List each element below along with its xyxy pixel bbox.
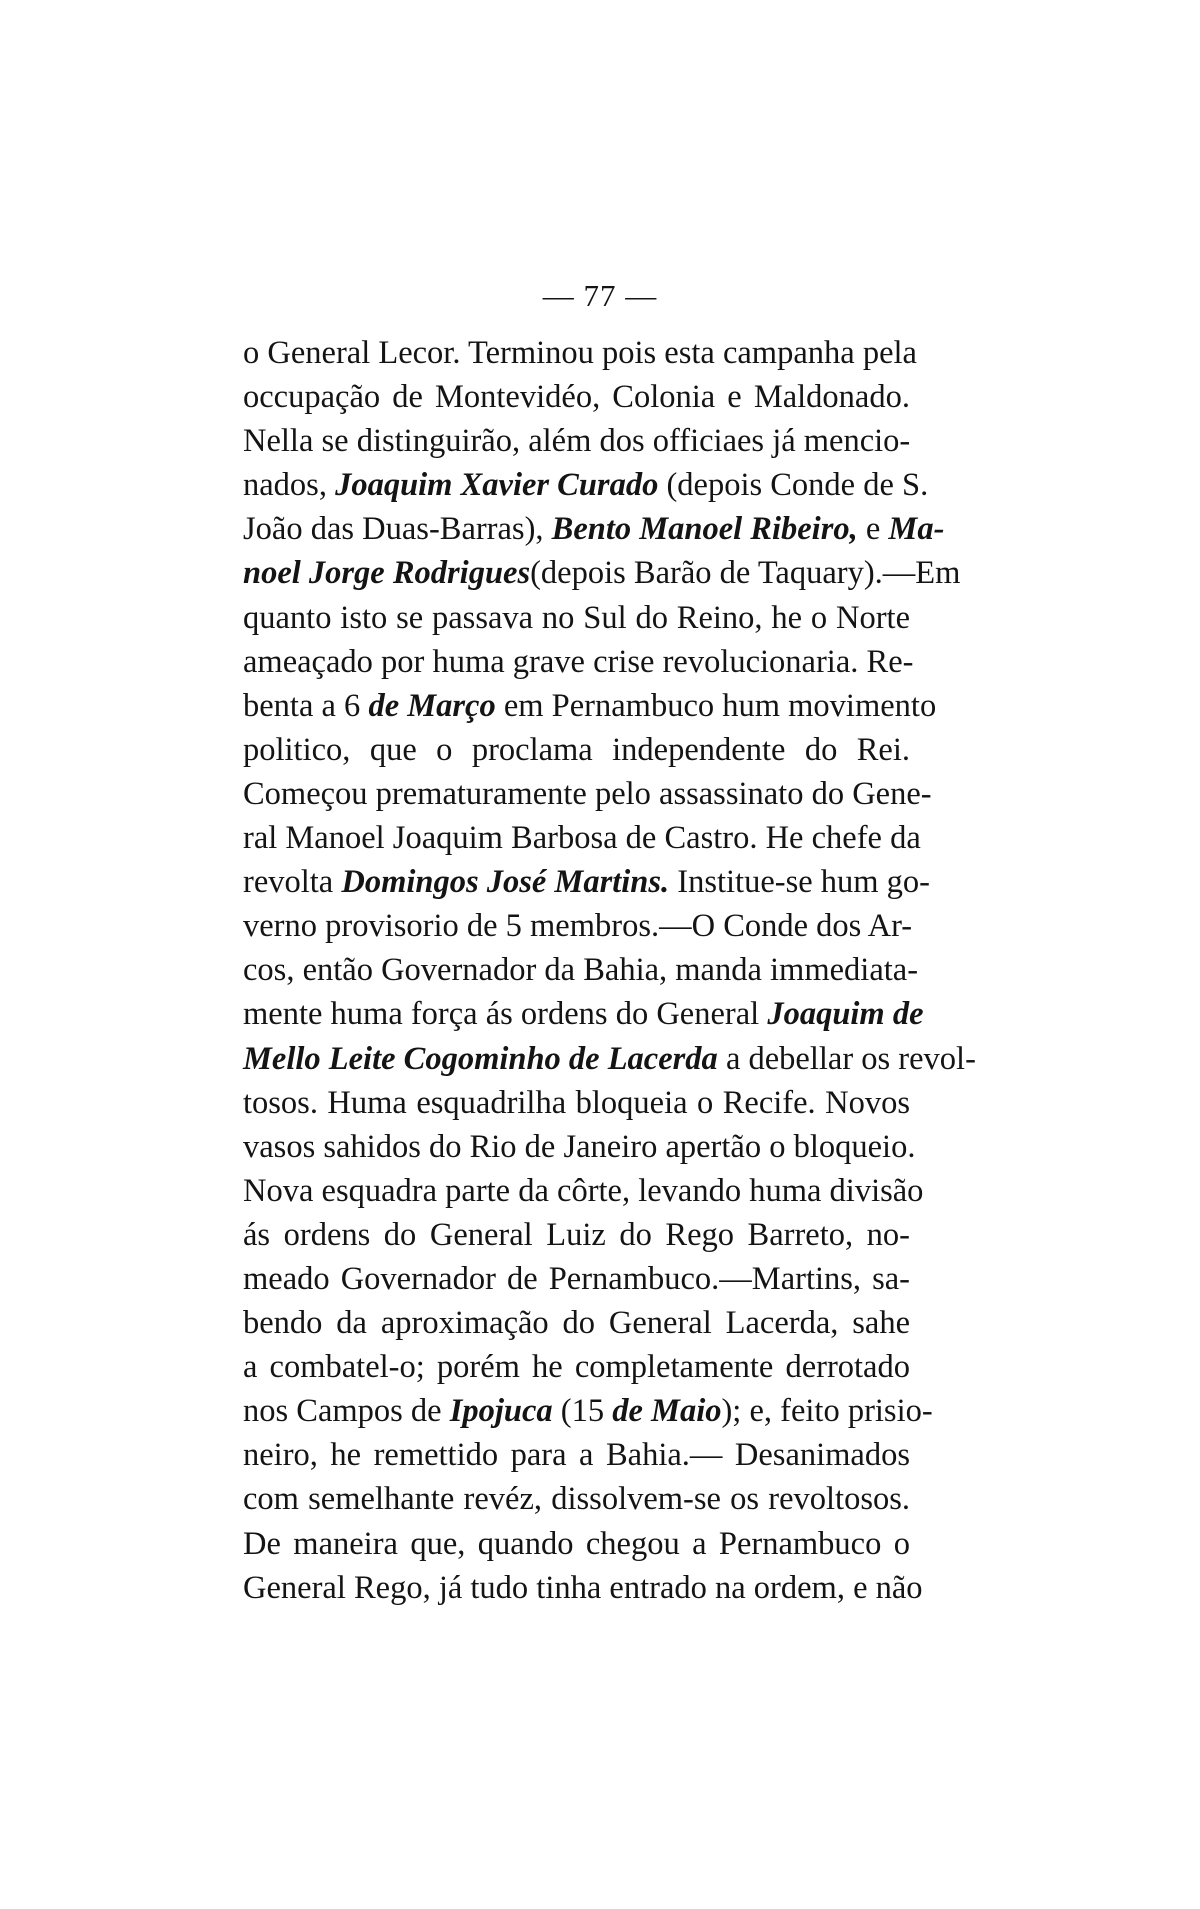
text-line <box>243 1081 910 1125</box>
italic-name-span: Ma- <box>888 511 945 548</box>
italic-name-span: de Março <box>368 687 496 724</box>
text-line <box>243 551 961 595</box>
italic-name-span: Domingos José Martins. <box>341 864 670 901</box>
text-span: tosos. Huma esquadrilha bloqueia o Recife. Novos <box>243 1084 910 1121</box>
text-span: (depois Conde de S. <box>658 467 929 504</box>
text-span: occupação de Montevidéo, Colonia e Maldonado. <box>243 379 910 416</box>
text-span: nos Campos de <box>243 1393 450 1430</box>
text-span: Nella se distinguirão, além dos officiaes já mencio- <box>243 423 911 460</box>
text-span: Nova esquadra parte da côrte, levando huma divisão <box>243 1172 924 1209</box>
italic-name-span: noel Jorge Rodrigues <box>243 555 531 592</box>
italic-name-span: Mello Leite Cogominho de Lacerda <box>243 1040 718 1077</box>
text-line <box>243 992 924 1036</box>
text-line <box>243 1169 924 1213</box>
text-span: o General Lecor. Terminou pois esta campanha pela <box>243 335 917 371</box>
text-span: a debellar os revol- <box>717 1040 976 1077</box>
text-line <box>243 1345 910 1389</box>
text-line <box>243 596 910 640</box>
text-span: bendo da aproximação do General Lacerda, sahe <box>243 1305 910 1342</box>
text-line <box>243 860 930 904</box>
text-span: benta a 6 <box>243 687 369 724</box>
text-line <box>243 816 921 860</box>
italic-name-span: Joaquim Xavier Curado <box>335 467 659 504</box>
text-span: (15 <box>552 1393 613 1430</box>
text-line <box>243 1522 910 1566</box>
text-line <box>243 463 929 507</box>
text-span: revolta <box>243 864 342 901</box>
text-line <box>243 1125 916 1169</box>
text-line <box>243 728 910 772</box>
italic-name-span: de Maio <box>612 1393 722 1430</box>
text-span: mente huma força ás ordens do General <box>243 996 768 1033</box>
text-line <box>243 1433 910 1477</box>
text-span: General Rego, já tudo tinha entrado na ordem, e não <box>243 1569 923 1606</box>
text-line <box>243 1037 976 1081</box>
text-span: (depois Barão de Taquary).—Em <box>530 555 961 592</box>
text-line <box>243 640 914 684</box>
text-line <box>243 1389 933 1433</box>
text-span: cos, então Governador da Bahia, manda immediata- <box>243 952 919 989</box>
italic-name-span: Ipojuca <box>449 1393 553 1430</box>
text-span: ás ordens do General Luiz do Rego Barreto, no- <box>243 1216 910 1253</box>
page-number: — 77 — <box>542 278 658 313</box>
text-span: neiro, he remettido para a Bahia.— Desanimados <box>243 1437 910 1474</box>
text-line <box>243 772 932 816</box>
text-line <box>243 375 910 419</box>
text-line <box>243 904 913 948</box>
text-span: De maneira que, quando chegou a Pernambuco o <box>243 1525 910 1562</box>
italic-name-span: Bento Manoel Ribeiro, <box>551 511 858 548</box>
text-line <box>243 1257 910 1301</box>
text-span: politico, que o proclama independente do Rei. <box>243 731 910 768</box>
text-span: a combatel-o; porém he completamente derrotado <box>243 1349 910 1386</box>
text-line <box>243 1566 923 1610</box>
text-span: com semelhante revéz, dissolvem-se os revoltosos. <box>243 1481 910 1518</box>
text-span: verno provisorio de 5 membros.—O Conde dos Ar- <box>243 908 913 945</box>
text-line <box>243 1477 910 1521</box>
text-line <box>243 1213 910 1257</box>
text-span: e <box>857 511 889 548</box>
text-span: ); e, feito prisio- <box>721 1393 933 1430</box>
text-line <box>243 507 945 551</box>
text-line <box>243 419 910 463</box>
text-span: nados, <box>243 467 336 504</box>
text-span: Institue-se hum go- <box>669 864 930 901</box>
body-text <box>243 331 976 1610</box>
text-span: quanto isto se passava no Sul do Reino, he o Norte <box>243 599 910 636</box>
text-span: em Pernambuco hum movimento <box>495 687 937 724</box>
text-span: meado Governador de Pernambuco.—Martins, sa- <box>243 1260 910 1297</box>
text-span: vasos sahidos do Rio de Janeiro apertão o bloqueio. <box>243 1128 916 1165</box>
text-line <box>243 684 937 728</box>
text-line <box>243 1301 910 1345</box>
italic-name-span: Joaquim de <box>767 996 924 1033</box>
text-span: João das Duas-Barras), <box>243 511 552 548</box>
text-line <box>243 948 919 992</box>
text-span: ameaçado por huma grave crise revolucionaria. Re- <box>243 643 914 680</box>
text-span: Começou prematuramente pelo assassinato do Gene- <box>243 775 932 812</box>
text-span: ral Manoel Joaquim Barbosa de Castro. He chefe da <box>243 820 921 857</box>
text-line <box>243 331 917 375</box>
